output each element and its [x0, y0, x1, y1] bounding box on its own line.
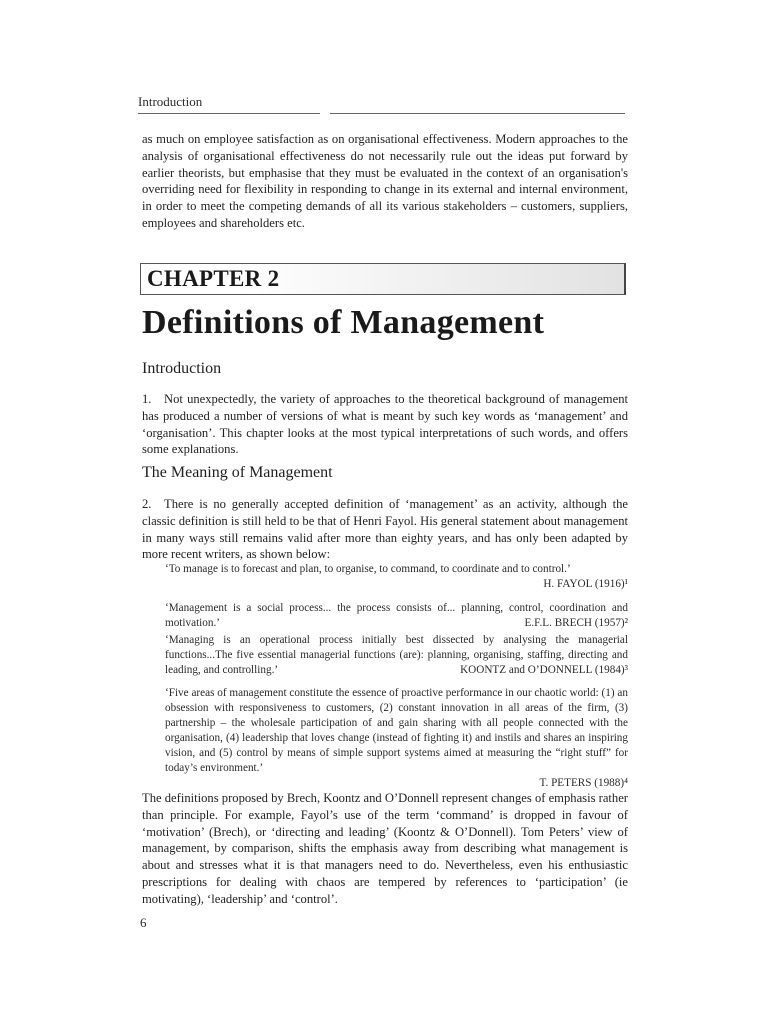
header-rule-right — [330, 113, 625, 114]
closing-paragraph: The definitions proposed by Brech, Koontz and O’Donnell represent changes of emphasis rather than principle. For example, Fayol’s use of the term ‘command’ is dropped in favour of ‘motivation’ (Brech), or ‘directing and leading’ (Koontz & O’Donnell). Tom Peters’ view of management, by comparison, shifts the emphasis away from describing what management is about and stresses what it is that managers need to do. Nevertheless, even his enthusiastic prescriptions for dealing with chaos are tempered by references to ‘participation’ (ie motivating), ‘leadership’ and ‘control’. — [142, 791, 628, 906]
section-heading-introduction: Introduction — [142, 360, 222, 377]
running-head: Introduction — [138, 94, 203, 109]
header-rule-left — [138, 113, 320, 114]
quote-text: ‘Managing is an operational process initially best dissected by analysing the managerial functions...The five essential managerial functions (are): planning, organising, staffing, directing and leading, and controlling.’ — [165, 634, 628, 676]
quote-text: ‘Management is a social process... the process consists of... planning, control, coordination and motivation.’ — [165, 602, 628, 629]
page-number: 6 — [140, 915, 147, 930]
quote-koontz-odonnell — [165, 633, 628, 678]
quote-attribution: E.F.L. BRECH (1957)² — [524, 617, 628, 629]
quote-text: ‘Five areas of management constitute the essence of proactive performance in our chaotic world: (1) an obsession with responsiveness to customers, (2) constant innovation in all areas of the firm, (3) partnership – the wholesale participation of and gain sharing with all people connected with the organisation, (4) leadership that loves change (instead of fighting it) and instils and shares an inspiring vision, and (5) control by means of simple support systems aimed at measuring the “right stuff” for today’s environment.’ — [165, 687, 628, 774]
quote-fayol — [165, 562, 628, 592]
intro-paragraph: as much on employee satisfaction as on organisational effectiveness. Modern approaches to the analysis of organisational effectiveness do not necessarily rule out the ideas put forward by earlier theorists, but emphasise that they must be evaluated in the context of an organisation's overriding need for flexibility in responding to change in its external and internal environment, in order to meet the competing demands of all its various stakeholders – customers, suppliers, employees and shareholders etc. — [142, 132, 628, 230]
chapter-title: Definitions of Management — [142, 304, 545, 341]
quote-attribution: KOONTZ and O’DONNELL (1984)³ — [460, 664, 628, 676]
chapter-label: CHAPTER 2 — [147, 266, 280, 291]
chapter-banner — [140, 263, 626, 295]
quote-attribution: T. PETERS (1988)⁴ — [539, 777, 628, 789]
paragraph-2: 2. There is no generally accepted definition of ‘management’ as an activity, although the classic definition is still held to be that of Henri Fayol. His general statement about management in many ways still remains valid after more than eighty years, and has only been adapted by more recent writers, as shown below: — [142, 497, 628, 562]
quote-attribution: H. FAYOL (1916)¹ — [543, 578, 628, 590]
quote-brech — [165, 601, 628, 631]
quote-text: ‘To manage is to forecast and plan, to organise, to command, to coordinate and to control.’ — [165, 563, 571, 575]
paragraph-1: 1. Not unexpectedly, the variety of approaches to the theoretical background of management has produced a number of versions of what is meant by such key words as ‘management’ and ‘organisation’. This chapter looks at the most typical interpretations of such words, and offers some explanations. — [142, 392, 628, 457]
quote-peters — [165, 686, 628, 791]
section-heading-meaning: The Meaning of Management — [142, 464, 333, 481]
